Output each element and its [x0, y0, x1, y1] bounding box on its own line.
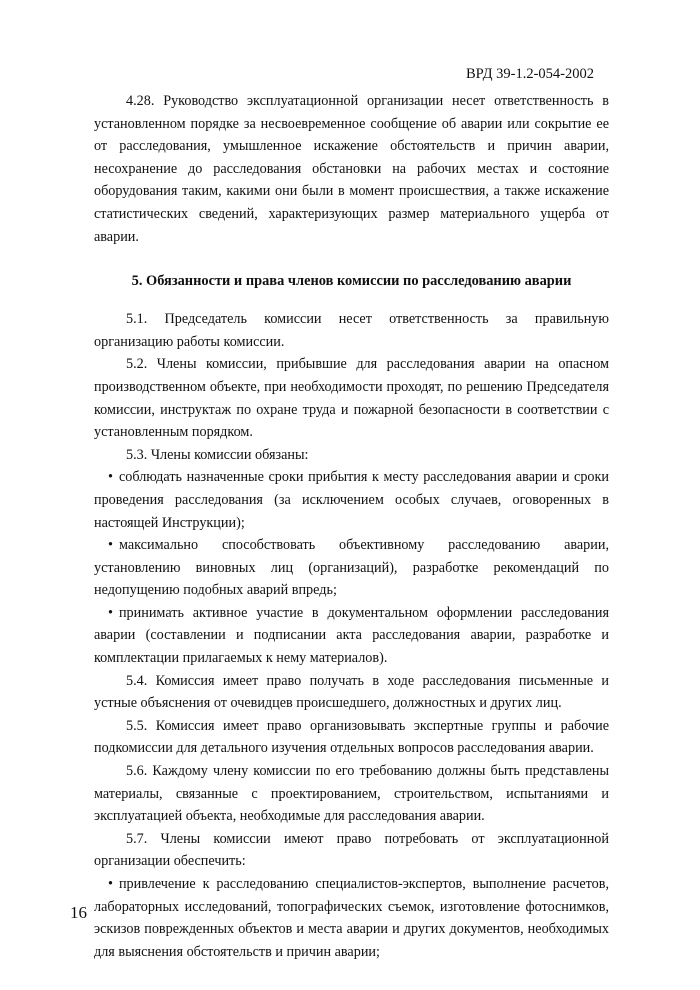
paragraph-5-4: 5.4. Комиссия имеет право получать в ходе расследования письменные и устные объяснения от очевидцев происшедшего, должностных и других лиц.: [94, 672, 609, 712]
bullet-text: привлечение к расследованию специалистов-экспертов, выполнение расчетов, лабораторных исследований, топографических съемок, изготовление фотоснимков, эскизов поврежденных объектов и места аварии и других документов, необходимых для выяснения обстоятельств и причин аварии;: [94, 876, 609, 960]
bullet-icon: •: [108, 876, 113, 892]
bullet-item: [94, 602, 609, 670]
bullet-item: [94, 534, 609, 602]
document-body: [94, 90, 609, 963]
bullet-icon: •: [108, 537, 113, 554]
paragraph-5-1: 5.1. Председатель комиссии несет ответственность за правильную организацию работы комиссии.: [94, 311, 609, 350]
paragraph-5-6: 5.6. Каждому члену комиссии по его требованию должны быть представлены материалы, связанные с проектированием, строительством, испытаниями и эксплуатацией объекта, необходимые для расследования аварии.: [94, 763, 609, 825]
paragraph-4-28: 4.28. Руководство эксплуатационной организации несет ответственность в установленном порядке за несвоевременное сообщение об аварии или сокрытие ее от расследования, умышленное искажение обстоятельств и причин аварии, несохранение до расследования обстановки на рабочих местах и состояние оборудования таким, какими они были в момент происшествия, а также искажение статистических сведений, характеризующих размер материального ущерба от аварии.: [94, 93, 609, 245]
bullet-icon: •: [108, 604, 113, 621]
bullet-item: [94, 873, 609, 963]
bullet-text: принимать активное участие в документальном оформлении расследования аварии (составлении и подписании акта расследования аварии, разработке и комплектации прилагаемых к нему материалов).: [94, 604, 609, 667]
paragraph-5-2: 5.2. Члены комиссии, прибывшие для расследования аварии на опасном производственном объекте, при необходимости проходят, по решению Председателя комиссии, инструктаж по охране труда и пожарной безопасности в соответствии с установленным порядком.: [94, 356, 609, 441]
document-code: ВРД 39-1.2-054-2002: [465, 66, 594, 82]
bullet-icon: •: [108, 469, 113, 486]
section-title: 5. Обязанности и права членов комиссии по расследованию аварии: [131, 273, 572, 290]
bullet-text: соблюдать назначенные сроки прибытия к месту расследования аварии и сроки проведения расследования (за исключением особых случаев, оговоренных в настоящей Инструкции);: [94, 469, 609, 531]
bullet-item: [94, 466, 609, 534]
paragraph-5-5: 5.5. Комиссия имеет право организовывать экспертные группы и рабочие подкомиссии для детального изучения отдельных вопросов расследования аварии.: [94, 717, 609, 757]
paragraph-5-7: 5.7. Члены комиссии имеют право потребовать от эксплуатационной организации обеспечить:: [94, 830, 609, 870]
page-number: 16: [70, 903, 87, 922]
paragraph-5-3: 5.3. Члены комиссии обязаны:: [126, 446, 309, 463]
bullet-text: максимально способствовать объективному расследованию аварии, установлению виновных лиц (организаций), разработке рекомендаций по недопущению подобных аварий впредь;: [94, 537, 609, 599]
